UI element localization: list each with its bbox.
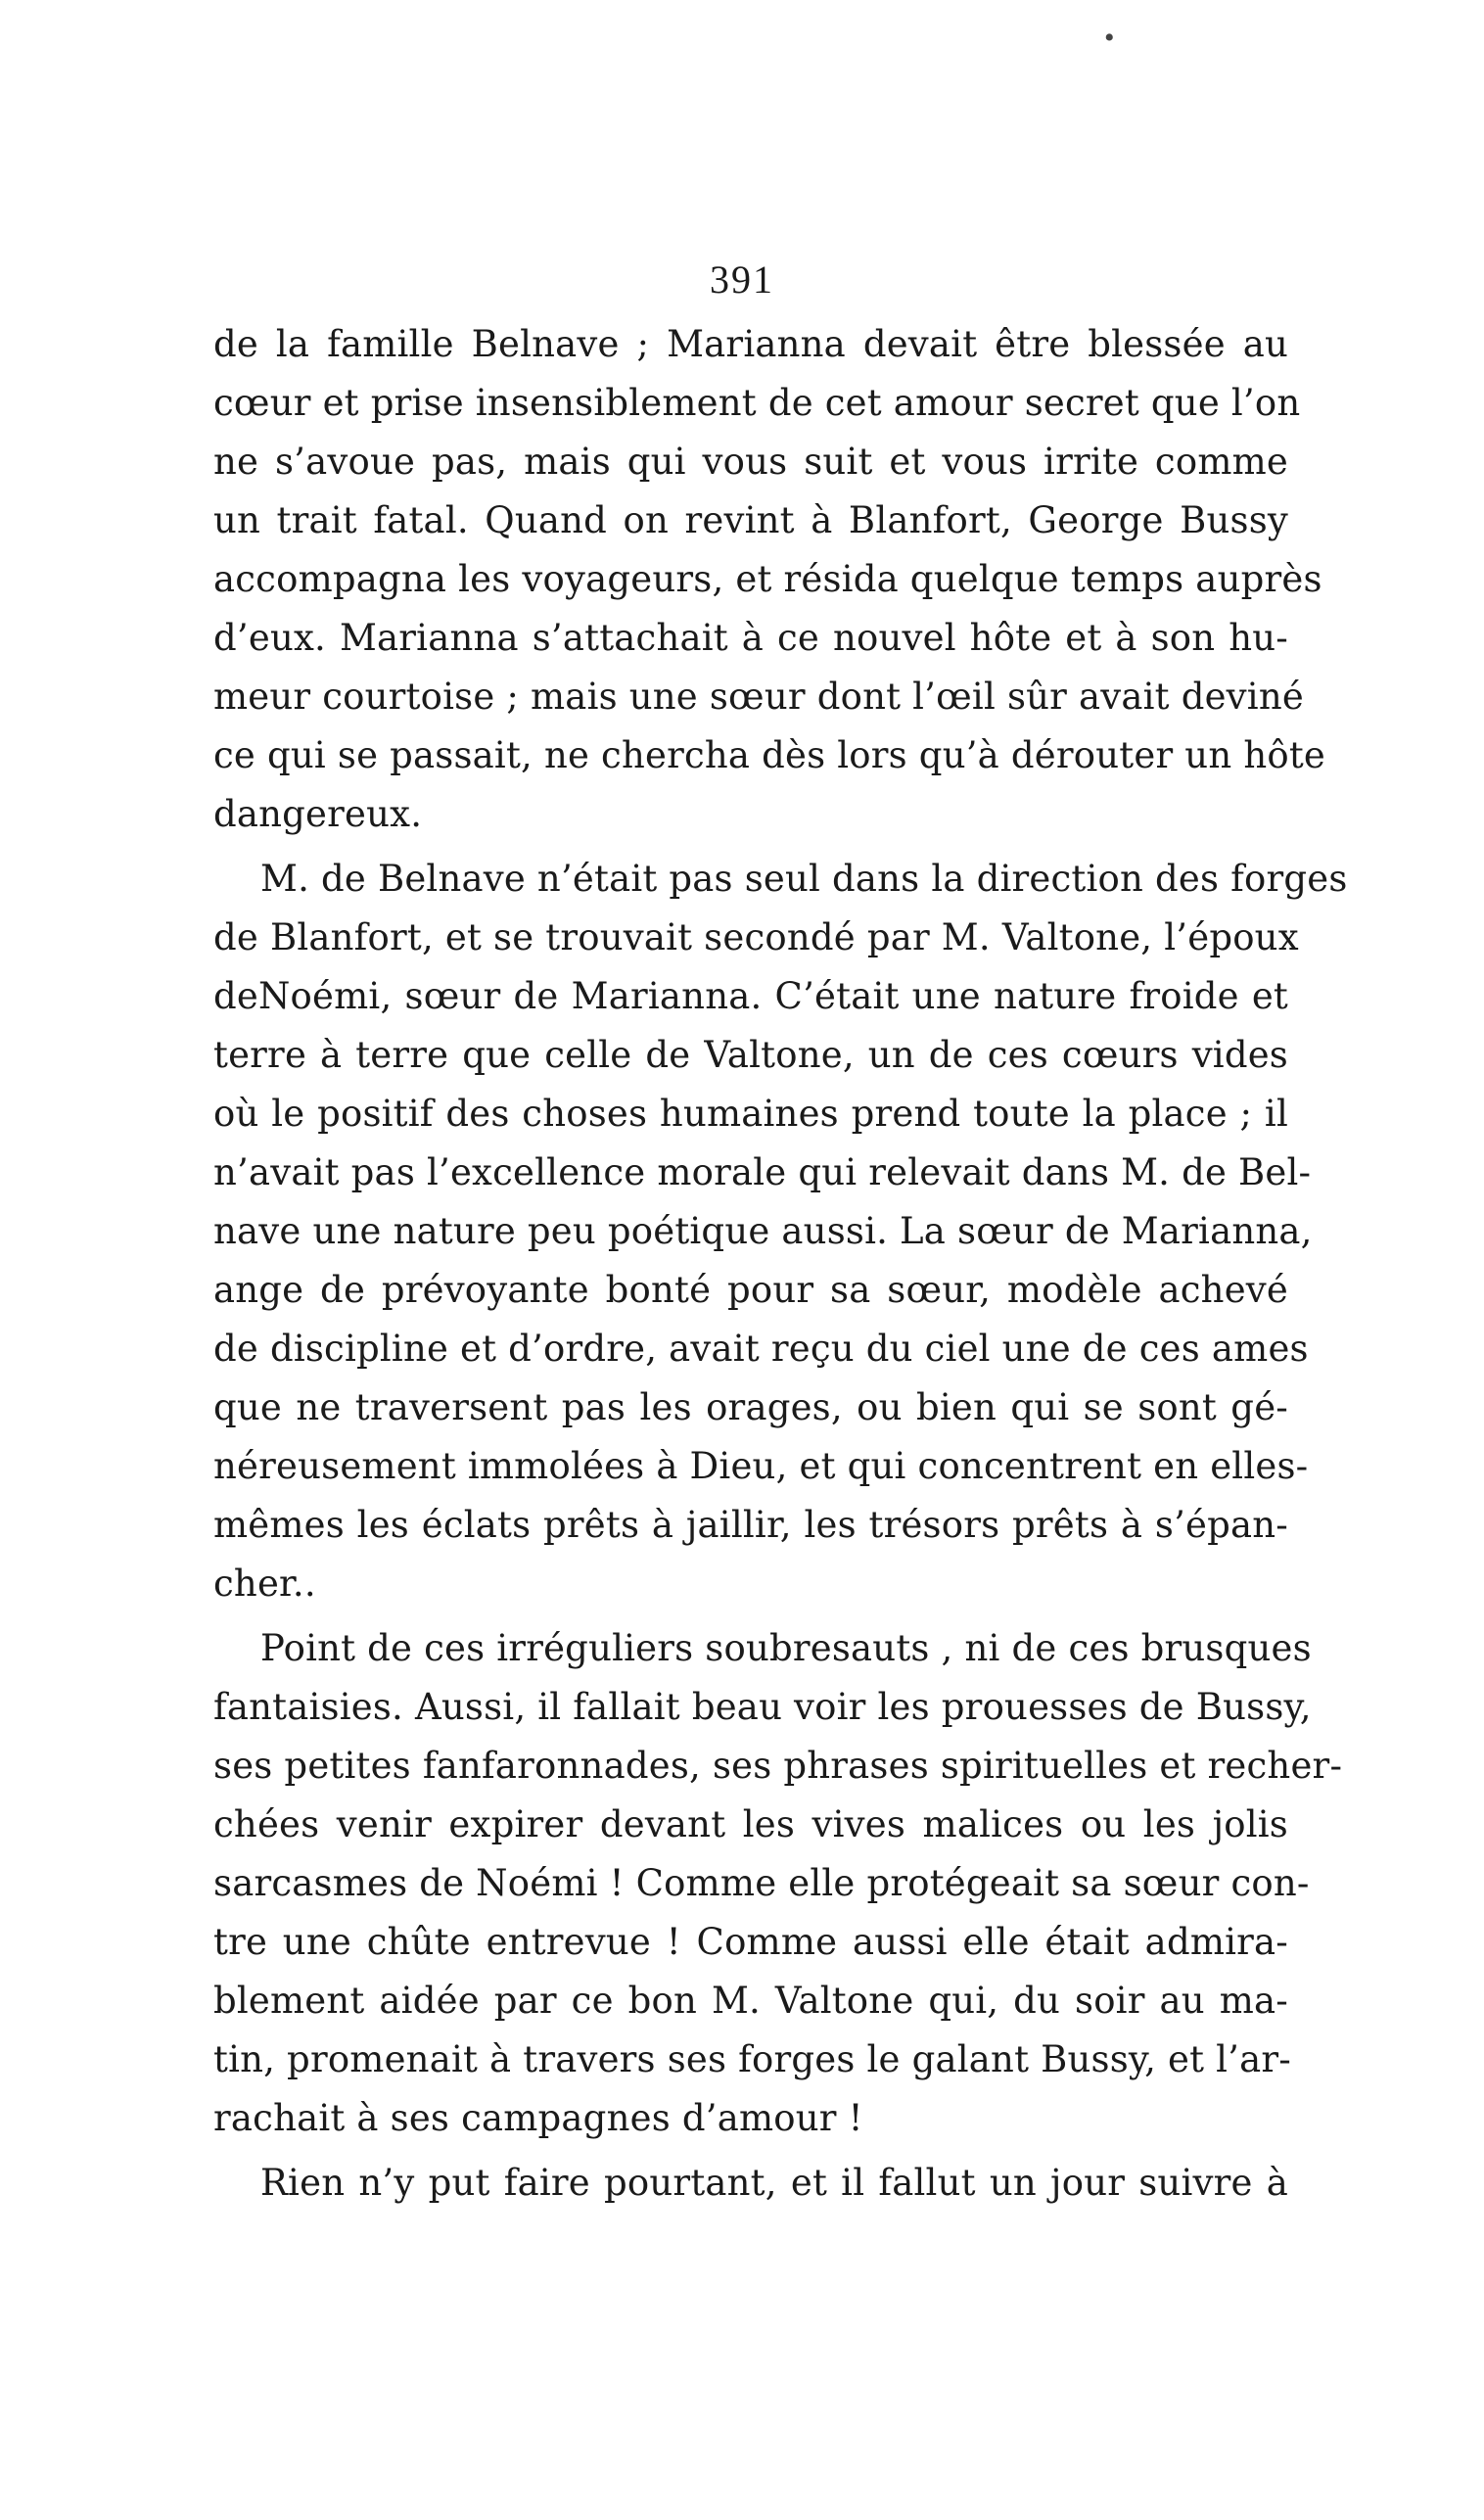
- text-line: ange de prévoyante bonté pour sa sœur, modèle achevé: [213, 1269, 1288, 1311]
- text-line: blement aidée par ce bon M. Valtone qui, du soir au ma-: [213, 1980, 1288, 2022]
- text-line: meur courtoise ; mais une sœur dont l’œil sûr avait deviné: [213, 676, 1304, 718]
- text-line: dangereux.: [213, 793, 423, 835]
- text-line: de la famille Belnave ; Marianna devait être blessée au: [213, 323, 1288, 365]
- text-line: cher..: [213, 1563, 316, 1605]
- text-line: un trait fatal. Quand on revint à Blanfort, George Bussy: [213, 499, 1288, 541]
- text-line: tin, promenait à travers ses forges le galant Bussy, et l’ar-: [213, 2038, 1291, 2080]
- text-line: rachait à ses campagnes d’amour !: [213, 2097, 863, 2139]
- text-line: où le positif des choses humaines prend toute la place ; il: [213, 1093, 1288, 1135]
- text-line: Rien n’y put faire pourtant, et il fallut un jour suivre à: [260, 2162, 1288, 2204]
- text-line: mêmes les éclats prêts à jaillir, les trésors prêts à s’épan-: [213, 1504, 1288, 1546]
- text-line: Point de ces irréguliers soubresauts , ni de ces brusques: [260, 1627, 1312, 1669]
- text-line: nave une nature peu poétique aussi. La sœur de Marianna,: [213, 1210, 1313, 1252]
- text-line: ne s’avoue pas, mais qui vous suit et vous irrite comme: [213, 441, 1288, 483]
- paragraph-4: [213, 2154, 1288, 2213]
- paragraph-2: [213, 850, 1348, 1613]
- text-line: chées venir expirer devant les vives malices ou les jolis: [213, 1803, 1288, 1845]
- text-line: tre une chûte entrevue ! Comme aussi elle était admira-: [213, 1921, 1288, 1963]
- text-line: d’eux. Marianna s’attachait à ce nouvel hôte et à son hu-: [213, 617, 1288, 659]
- text-line: ses petites fanfaronnades, ses phrases spirituelles et recher-: [213, 1745, 1343, 1787]
- text-line: sarcasmes de Noémi ! Comme elle protégeait sa sœur con-: [213, 1862, 1310, 1904]
- text-line: deNoémi, sœur de Marianna. C’était une nature froide et: [213, 975, 1288, 1017]
- text-line: n’avait pas l’excellence morale qui relevait dans M. de Bel-: [213, 1151, 1312, 1193]
- text-line: terre à terre que celle de Valtone, un de ces cœurs vides: [213, 1034, 1288, 1076]
- text-line: accompagna les voyageurs, et résida quelque temps auprès: [213, 558, 1322, 600]
- page-number: 391: [710, 257, 774, 302]
- text-line: cœur et prise insensiblement de cet amour secret que l’on: [213, 382, 1301, 424]
- text-line: que ne traversent pas les orages, ou bien qui se sont gé-: [213, 1386, 1288, 1428]
- text-line: de discipline et d’ordre, avait reçu du ciel une de ces ames: [213, 1328, 1309, 1370]
- paragraph-1: [213, 315, 1325, 844]
- text-line: fantaisies. Aussi, il fallait beau voir les prouesses de Bussy,: [213, 1686, 1312, 1728]
- body-text: [213, 315, 1348, 2213]
- text-line: ce qui se passait, ne chercha dès lors qu’à dérouter un hôte: [213, 734, 1325, 776]
- text-line: de Blanfort, et se trouvait secondé par M. Valtone, l’époux: [213, 916, 1299, 958]
- text-line: M. de Belnave n’était pas seul dans la direction des forges: [260, 858, 1348, 900]
- paragraph-3: [213, 1619, 1343, 2148]
- text-line: néreusement immolées à Dieu, et qui concentrent en elles-: [213, 1445, 1309, 1487]
- corner-mark: •: [1104, 22, 1115, 54]
